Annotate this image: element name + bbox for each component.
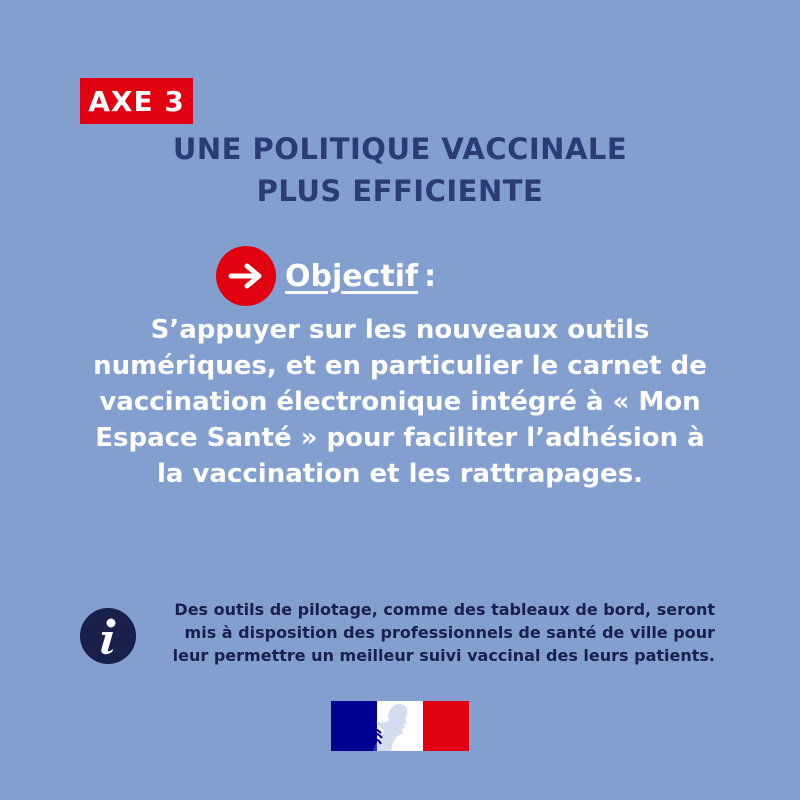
info-text xyxy=(140,598,715,667)
axe-badge xyxy=(80,78,193,124)
arrow-right-icon xyxy=(216,246,276,306)
republique-francaise-logo xyxy=(331,701,469,751)
info-icon xyxy=(80,608,136,664)
flag-white-band xyxy=(377,701,423,751)
body-line-2: numériques, et en particulier le carnet de xyxy=(93,351,707,381)
marianne-icon xyxy=(363,701,419,751)
objectif-description xyxy=(60,312,740,492)
objectif-label: Objectif xyxy=(285,258,419,294)
flag-red-band xyxy=(423,701,469,751)
body-line-4: Espace Santé » pour faciliter l’adhésion à xyxy=(95,423,705,453)
axe-badge-label: AXE 3 xyxy=(88,84,185,118)
title-line-1: UNE POLITIQUE VACCINALE xyxy=(172,132,628,166)
body-line-3: vaccination électronique intégré à « Mon xyxy=(99,387,701,417)
page-title xyxy=(0,128,800,212)
body-line-5: la vaccination et les rattrapages. xyxy=(156,459,644,489)
info-line-3: leur permettre un meilleur suivi vaccinal des leurs patients. xyxy=(172,646,715,665)
title-line-2: PLUS EFFICIENTE xyxy=(256,174,544,208)
objectif-colon: : xyxy=(424,258,437,294)
info-line-2: mis à disposition des professionnels de santé de ville pour xyxy=(184,623,715,642)
objectif-heading xyxy=(216,246,436,306)
body-line-1: S’appuyer sur les nouveaux outils xyxy=(150,315,650,345)
info-line-1: Des outils de pilotage, comme des tableaux de bord, seront xyxy=(174,600,715,619)
